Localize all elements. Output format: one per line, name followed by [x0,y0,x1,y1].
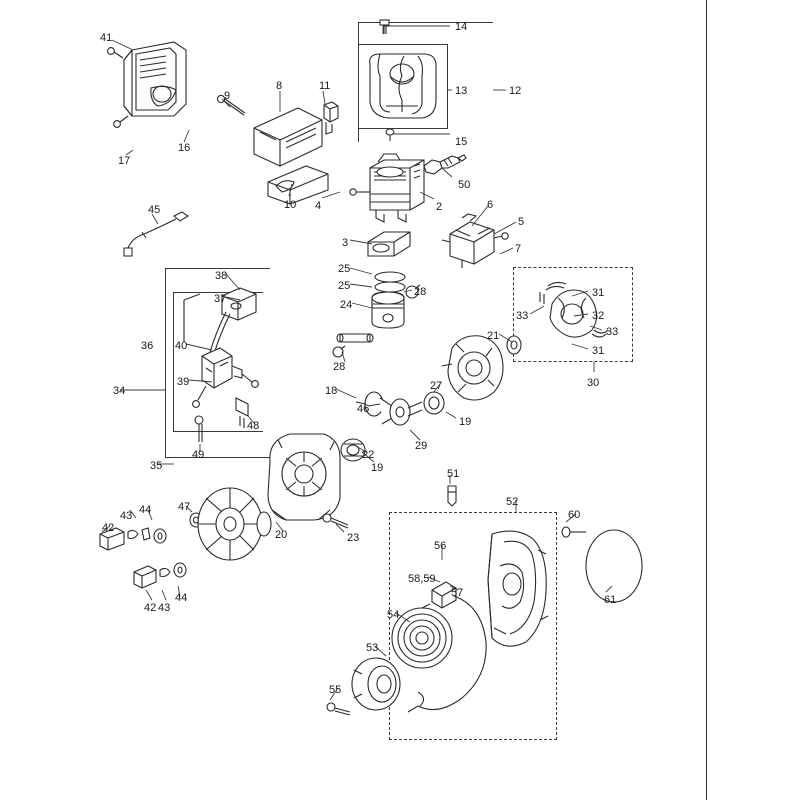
callout-30: 30 [587,377,600,389]
callout-42-upper: 42 [102,522,115,534]
callout-24: 24 [340,299,353,311]
callout-15: 15 [455,136,468,148]
part-gasket [362,228,418,260]
callout-25-upper: 25 [338,263,351,275]
callout-21: 21 [487,330,500,342]
callout-22: 22 [362,449,375,461]
callout-34: 34 [113,385,126,397]
callout-20: 20 [275,529,288,541]
callout-40: 40 [175,340,188,352]
callout-50: 50 [458,179,471,191]
callout-57: 57 [451,587,464,599]
callout-36: 36 [141,340,154,352]
callout-3: 3 [342,237,349,249]
part-clutch-assembly [522,278,628,358]
callout-23: 23 [347,532,360,544]
callout-46: 46 [357,403,370,415]
callout-45: 45 [148,204,161,216]
sheet-border-rule [706,0,707,800]
part-bolt-15 [383,127,403,143]
callout-33-right: 33 [606,326,619,338]
part-cylinder [340,150,450,230]
callout-35: 35 [150,460,163,472]
callout-56: 56 [434,540,447,552]
callout-49: 49 [192,449,205,461]
callout-58-59: 58,59 [408,573,436,585]
callout-37: 37 [214,293,227,305]
callout-28-lower: 28 [333,361,346,373]
callout-8: 8 [276,80,283,92]
callout-42-lower: 42 [144,602,157,614]
callout-6: 6 [487,199,494,211]
callout-27: 27 [430,380,443,392]
callout-12: 12 [509,85,522,97]
callout-33-left: 33 [516,310,529,322]
callout-28-upper: 28 [414,286,427,298]
callout-47: 47 [178,501,191,513]
callout-44-lower: 44 [175,592,188,604]
callout-31-upper: 31 [592,287,605,299]
callout-14: 14 [455,21,468,33]
callout-19-lower: 19 [371,462,384,474]
callout-7: 7 [515,243,522,255]
callout-44-upper: 44 [139,504,152,516]
part-screw-55 [324,698,358,722]
callout-5: 5 [518,216,525,228]
callout-19-upper: 19 [459,416,472,428]
part-air-cleaner-cover [96,32,216,152]
callout-52: 52 [506,496,519,508]
callout-9: 9 [224,90,231,102]
callout-16: 16 [178,142,191,154]
part-bolt-14 [374,18,398,42]
callout-4: 4 [315,200,322,212]
part-flywheel [186,480,286,570]
callout-2: 2 [436,201,443,213]
callout-51: 51 [447,468,460,480]
part-cover-plate-61 [582,522,652,612]
callout-32: 32 [592,310,605,322]
callout-55: 55 [329,684,342,696]
part-screw-49 [188,414,216,448]
callout-54: 54 [387,609,400,621]
part-carburetor [440,212,512,274]
callout-17: 17 [118,155,131,167]
part-screw-23 [320,508,356,532]
callout-48: 48 [247,420,260,432]
part-ignition-lead [118,208,198,262]
callout-61: 61 [604,594,617,606]
callout-18: 18 [325,385,338,397]
callout-41: 41 [100,32,113,44]
callout-13: 13 [455,85,468,97]
callout-38: 38 [215,270,228,282]
callout-39: 39 [177,376,190,388]
part-cylinder-cover [360,46,452,132]
callout-11: 11 [319,80,331,92]
callout-29: 29 [415,440,428,452]
callout-43-upper: 43 [120,510,133,522]
callout-10: 10 [284,199,297,211]
callout-53: 53 [366,642,379,654]
callout-43-lower: 43 [158,602,171,614]
part-clip-51 [440,480,464,510]
callout-60: 60 [568,509,581,521]
callout-25-lower: 25 [338,280,351,292]
callout-31-lower: 31 [592,345,605,357]
